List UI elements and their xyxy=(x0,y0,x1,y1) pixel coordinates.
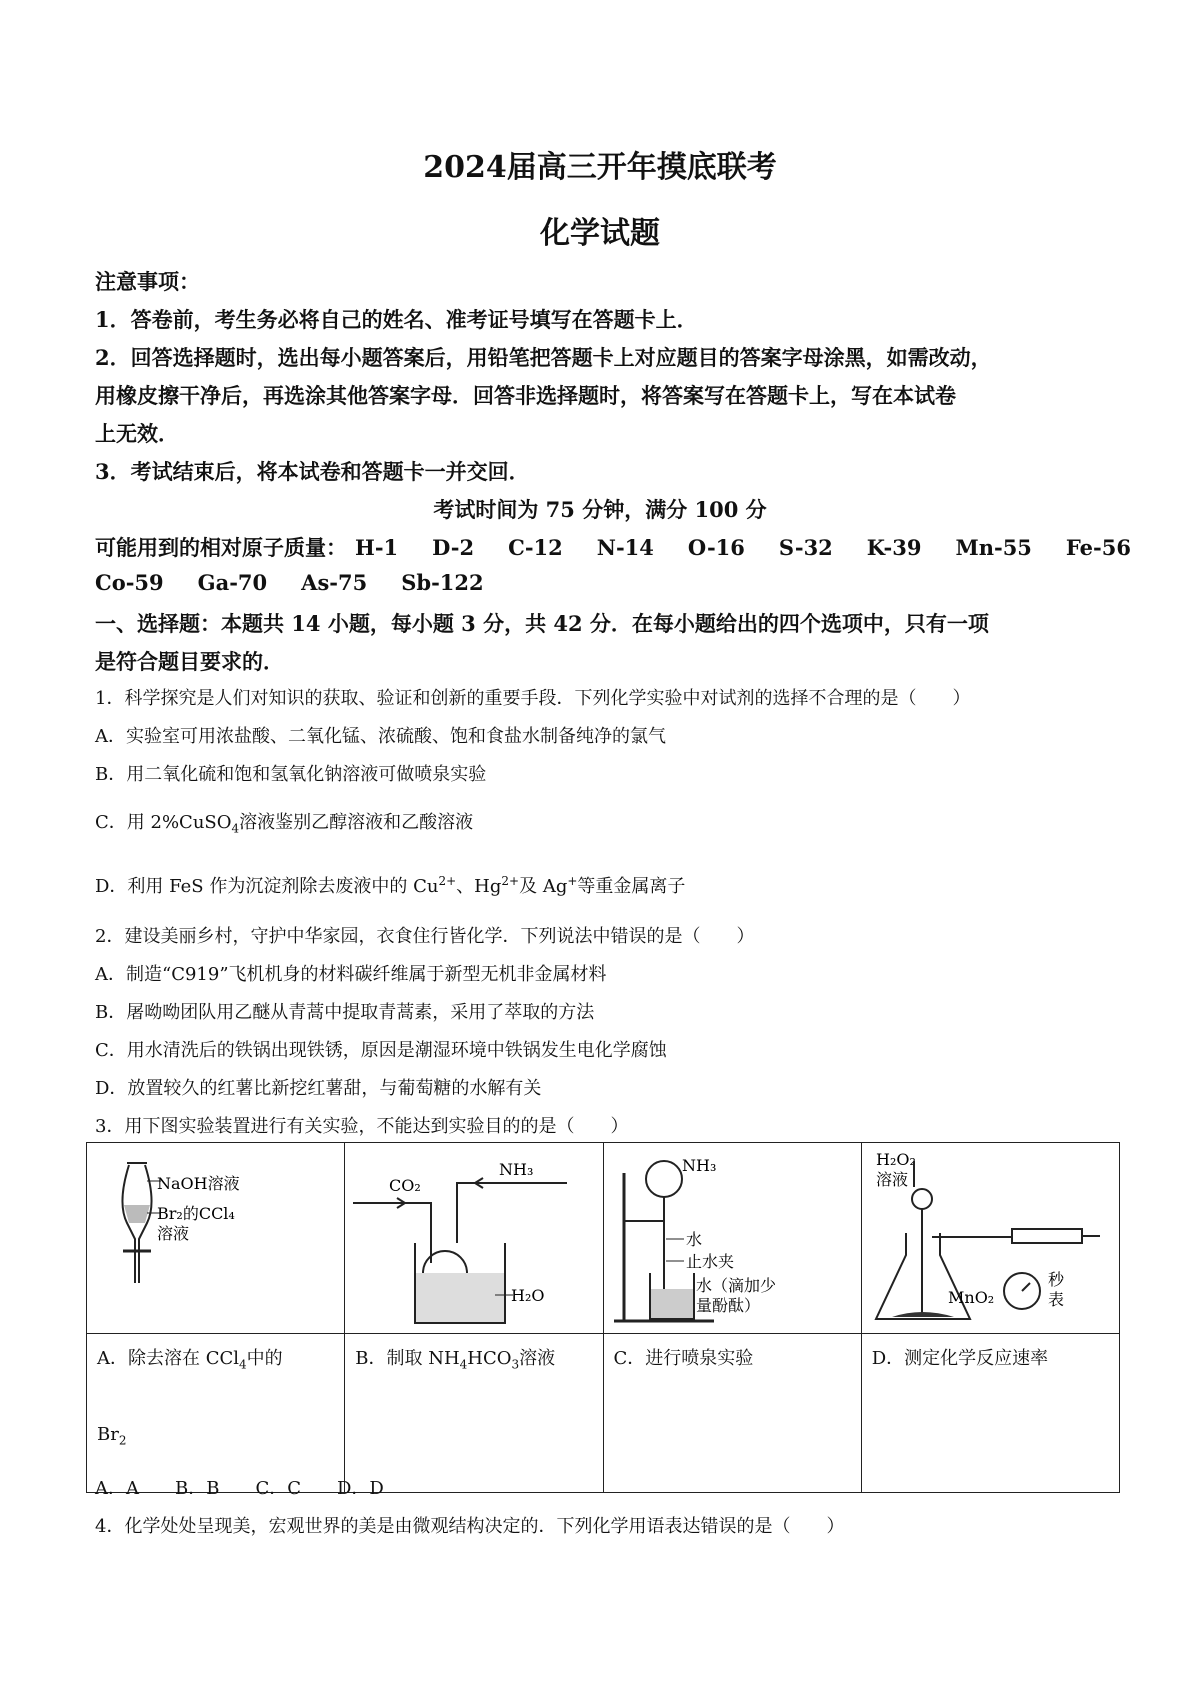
q3-apparatus-table xyxy=(86,1142,1120,1493)
mass-item: K-39 xyxy=(866,535,922,560)
fig-d-mno2-label: MnO₂ xyxy=(947,1288,994,1307)
figure-a-cell xyxy=(87,1143,345,1334)
mass-item: C-12 xyxy=(508,535,563,560)
q3-options: A．A B．B C．C D．D xyxy=(95,1478,384,1499)
fig-b-h2o-label: H₂O xyxy=(511,1286,545,1305)
q1-option-a: A．实验室可用浓盐酸、二氧化锰、浓硫酸、饱和食盐水制备纯净的氯气 xyxy=(95,726,666,747)
q2-option-b: B．屠呦呦团队用乙醚从青蒿中提取青蒿素，采用了萃取的方法 xyxy=(95,1002,595,1023)
q2-stem: 2．建设美丽乡村，守护中华家园，衣食住行皆化学．下列说法中错误的是（ ） xyxy=(95,926,755,947)
fountain-experiment-figure xyxy=(604,1143,860,1329)
fig-c-beaker-label-2: 量酚酞） xyxy=(695,1296,760,1315)
atomic-masses-row-1 xyxy=(95,532,1131,562)
figure-c-cell xyxy=(603,1143,861,1334)
fig-c-nh3-label: NH₃ xyxy=(681,1156,716,1175)
notice-item-1: 1．答卷前，考生务必将自己的姓名、准考证号填写在答题卡上． xyxy=(95,307,698,332)
flask-beaker-figure xyxy=(345,1143,601,1329)
q1-option-b: B．用二氧化硫和饱和氢氧化钠溶液可做喷泉实验 xyxy=(95,764,487,785)
caption-b: B．制取 $NH_4HCO_3$溶液 xyxy=(345,1334,603,1493)
notice-item-2-line-1: 2．回答选择题时，选出每小题答案后，用铅笔把答题卡上对应题目的答案字母涂黑，如需改动， xyxy=(95,345,992,370)
mass-item: H-1 xyxy=(355,535,399,560)
fig-c-beaker-label-1: 水（滴加少 xyxy=(695,1276,776,1295)
caption-d: D．测定化学反应速率 xyxy=(861,1334,1119,1493)
section-1-line-1: 一、选择题：本题共 14 小题，每小题 3 分，共 42 分．在每小题给出的四个选项中，只有一项 xyxy=(95,611,989,636)
atomic-masses-row-2 xyxy=(95,570,1115,595)
reaction-rate-figure xyxy=(862,1143,1118,1329)
fig-d-h2o2-label-1: H₂O₂ xyxy=(875,1150,916,1169)
figure-b-cell xyxy=(345,1143,603,1334)
mass-item: Ga-70 xyxy=(197,570,268,595)
caption-a: A．除去溶在 CCl$_4$中的 $Br_2$ xyxy=(87,1334,345,1493)
fig-a-label-1: NaOH溶液 xyxy=(157,1174,240,1193)
exam-title: 2024届高三开年摸底联考 xyxy=(423,150,777,185)
q1-option-c: C．用 2%CuSO$_4$溶液鉴别乙醇溶液和乙酸溶液 xyxy=(95,812,474,836)
mass-item: Fe-56 xyxy=(1065,535,1131,560)
mass-item: O-16 xyxy=(687,535,745,560)
separatory-funnel-figure xyxy=(87,1143,343,1329)
exam-subtitle: 化学试题 xyxy=(540,216,660,251)
q2-option-a: A．制造“C919”飞机机身的材料碳纤维属于新型无机非金属材料 xyxy=(95,964,607,985)
mass-item: D-2 xyxy=(432,535,475,560)
q2-option-d: D．放置较久的红薯比新挖红薯甜，与葡萄糖的水解有关 xyxy=(95,1078,542,1099)
atomic-masses-label: 可能用到的相对原子质量： xyxy=(95,535,347,560)
mass-item: S-32 xyxy=(778,535,833,560)
notice-item-2-line-2: 用橡皮擦干净后，再选涂其他答案字母．回答非选择题时，将答案写在答题卡上，写在本试卷 xyxy=(95,383,956,408)
exam-info: 考试时间为 75 分钟，满分 100 分 xyxy=(433,497,767,522)
notice-item-3: 3．考试结束后，将本试卷和答题卡一并交回． xyxy=(95,459,530,484)
mass-item: Sb-122 xyxy=(401,570,484,595)
mass-item: N-14 xyxy=(596,535,654,560)
q4-stem: 4．化学处处呈现美，宏观世界的美是由微观结构决定的．下列化学用语表达错误的是（ ） xyxy=(95,1516,845,1537)
q2-option-c: C．用水清洗后的铁锅出现铁锈，原因是潮湿环境中铁锅发生电化学腐蚀 xyxy=(95,1040,667,1061)
fig-d-timer-label-1: 秒 xyxy=(1047,1270,1064,1289)
fig-c-water-label: 水 xyxy=(685,1230,702,1249)
mass-item: As-75 xyxy=(301,570,368,595)
fig-c-clamp-label: 止水夹 xyxy=(685,1252,734,1271)
fig-d-timer-label-2: 表 xyxy=(1047,1290,1064,1309)
fig-d-h2o2-label-2: 溶液 xyxy=(875,1170,908,1189)
q1-option-d: D．利用 FeS 作为沉淀剂除去废液中的 $Cu^{2+}$、$Hg^{2+}$及 Ag+等重金属离子 xyxy=(95,874,686,897)
section-1-line-2: 是符合题目要求的． xyxy=(95,649,284,674)
figure-d-cell xyxy=(861,1143,1119,1334)
fig-a-label-2: Br₂的CCl₄ xyxy=(157,1204,235,1223)
caption-c: C．进行喷泉实验 xyxy=(603,1334,861,1493)
q1-stem: 1．科学探究是人们对知识的获取、验证和创新的重要手段．下列化学实验中对试剂的选择不合理的是（ ） xyxy=(95,688,971,709)
mass-item: Co-59 xyxy=(95,570,164,595)
notice-item-2-line-3: 上无效． xyxy=(95,421,179,446)
mass-item: Mn-55 xyxy=(955,535,1032,560)
notice-heading: 注意事项： xyxy=(95,269,200,294)
fig-a-label-3: 溶液 xyxy=(157,1224,190,1243)
q3-stem: 3．用下图实验装置进行有关实验，不能达到实验目的的是（ ） xyxy=(95,1116,629,1137)
fig-b-nh3-label: NH₃ xyxy=(499,1160,534,1179)
fig-b-co2-label: CO₂ xyxy=(389,1176,422,1195)
